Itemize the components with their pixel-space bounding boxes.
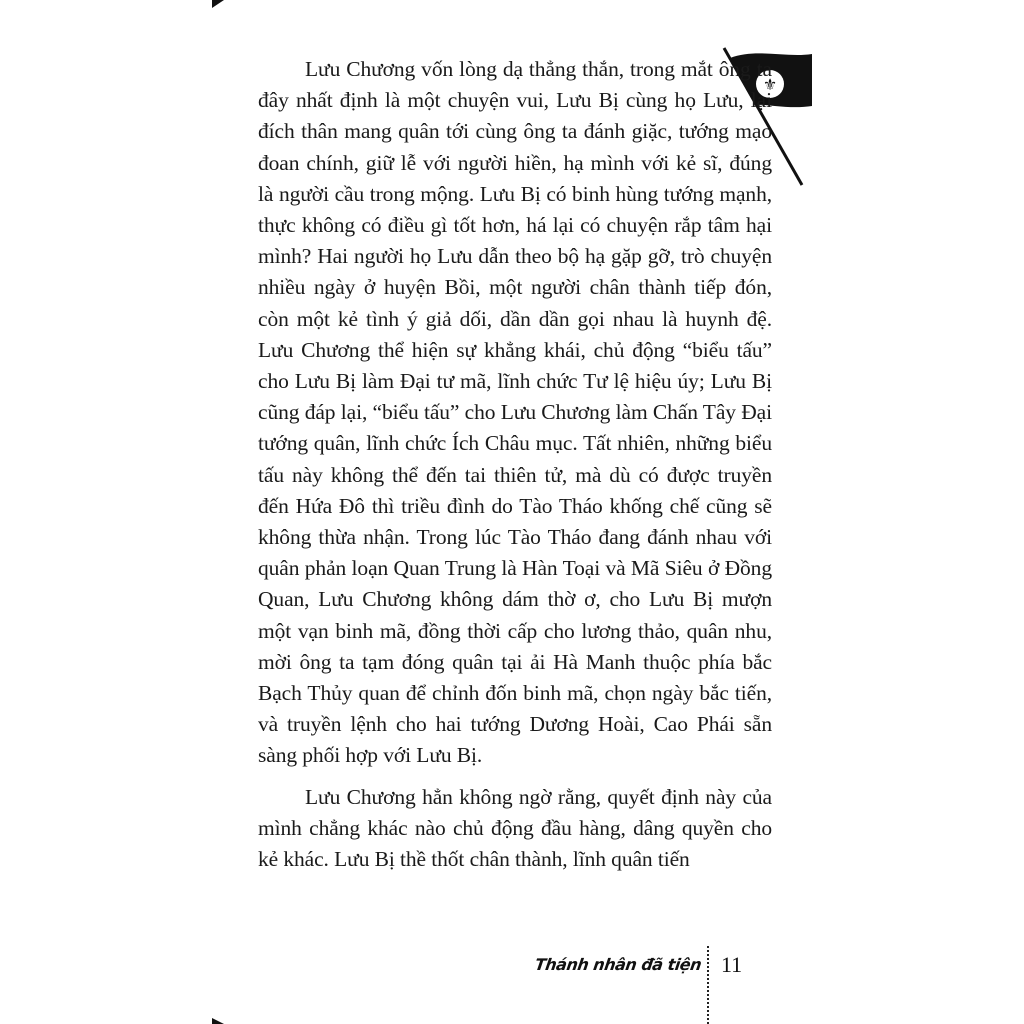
page-corner-mark — [212, 0, 224, 8]
footer-divider — [707, 946, 709, 1024]
body-text — [258, 54, 772, 875]
flag-emblem-icon: ⚜ — [762, 75, 778, 94]
paragraph: Lưu Chương vốn lòng dạ thẳng thắn, trong mắt ông ta đây nhất định là một chuyện vui, Lưu Bị cùng họ Lưu, lại đích thân mang quân tới cùng ông ta đánh giặc, tướng mạo đoan chính, giữ lễ với người hiền, hạ mình với kẻ sĩ, đúng là người cầu trong mộng. Lưu Bị có binh hùng tướng mạnh, thực không có điều gì tốt hơn, há lại có chuyện rắp tâm hại mình? Hai người họ Lưu dẫn theo bộ hạ gặp gỡ, trò chuyện nhiều ngày ở huyện Bồi, một người chân thành tiếp đón, còn một kẻ tình ý giả dối, dần dần gọi nhau là huynh đệ. Lưu Chương thể hiện sự khẳng khái, chủ động “biểu tấu” cho Lưu Bị làm Đại tư mã, lĩnh chức Tư lệ hiệu úy; Lưu Bị cũng đáp lại, “biểu tấu” cho Lưu Chương làm Chấn Tây Đại tướng quân, lĩnh chức Ích Châu mục. Tất nhiên, những biểu tấu này không thể đến tai thiên tử, mà dù có được truyền đến Hứa Đô thì triều đình do Tào Tháo khống chế cũng sẽ không thừa nhận. Trong lúc Tào Tháo đang đánh nhau với quân phản loạn Quan Trung là Hàn Toại và Mã Siêu ở Đồng Quan, Lưu Chương không dám thờ ơ, cho Lưu Bị mượn một vạn binh mã, đồng thời cấp cho lương thảo, quân nhu, mời ông ta tạm đóng quân tại ải Hà Manh thuộc phía bắc Bạch Thủy quan để chỉnh đốn binh mã, chọn ngày bắc tiến, và truyền lệnh cho hai tướng Dương Hoài, Cao Phái sẵn sàng phối hợp với Lưu Bị. — [258, 57, 772, 768]
running-footer-title: Thánh nhân đã tiện — [533, 955, 703, 974]
paragraph: Lưu Chương hẳn không ngờ rằng, quyết định này của mình chẳng khác nào chủ động đầu hàng, dâng quyền cho kẻ khác. Lưu Bị thề thốt chân thành, lĩnh quân tiến — [258, 784, 772, 872]
page-corner-mark — [212, 1018, 224, 1024]
page-number: 11 — [721, 952, 743, 977]
